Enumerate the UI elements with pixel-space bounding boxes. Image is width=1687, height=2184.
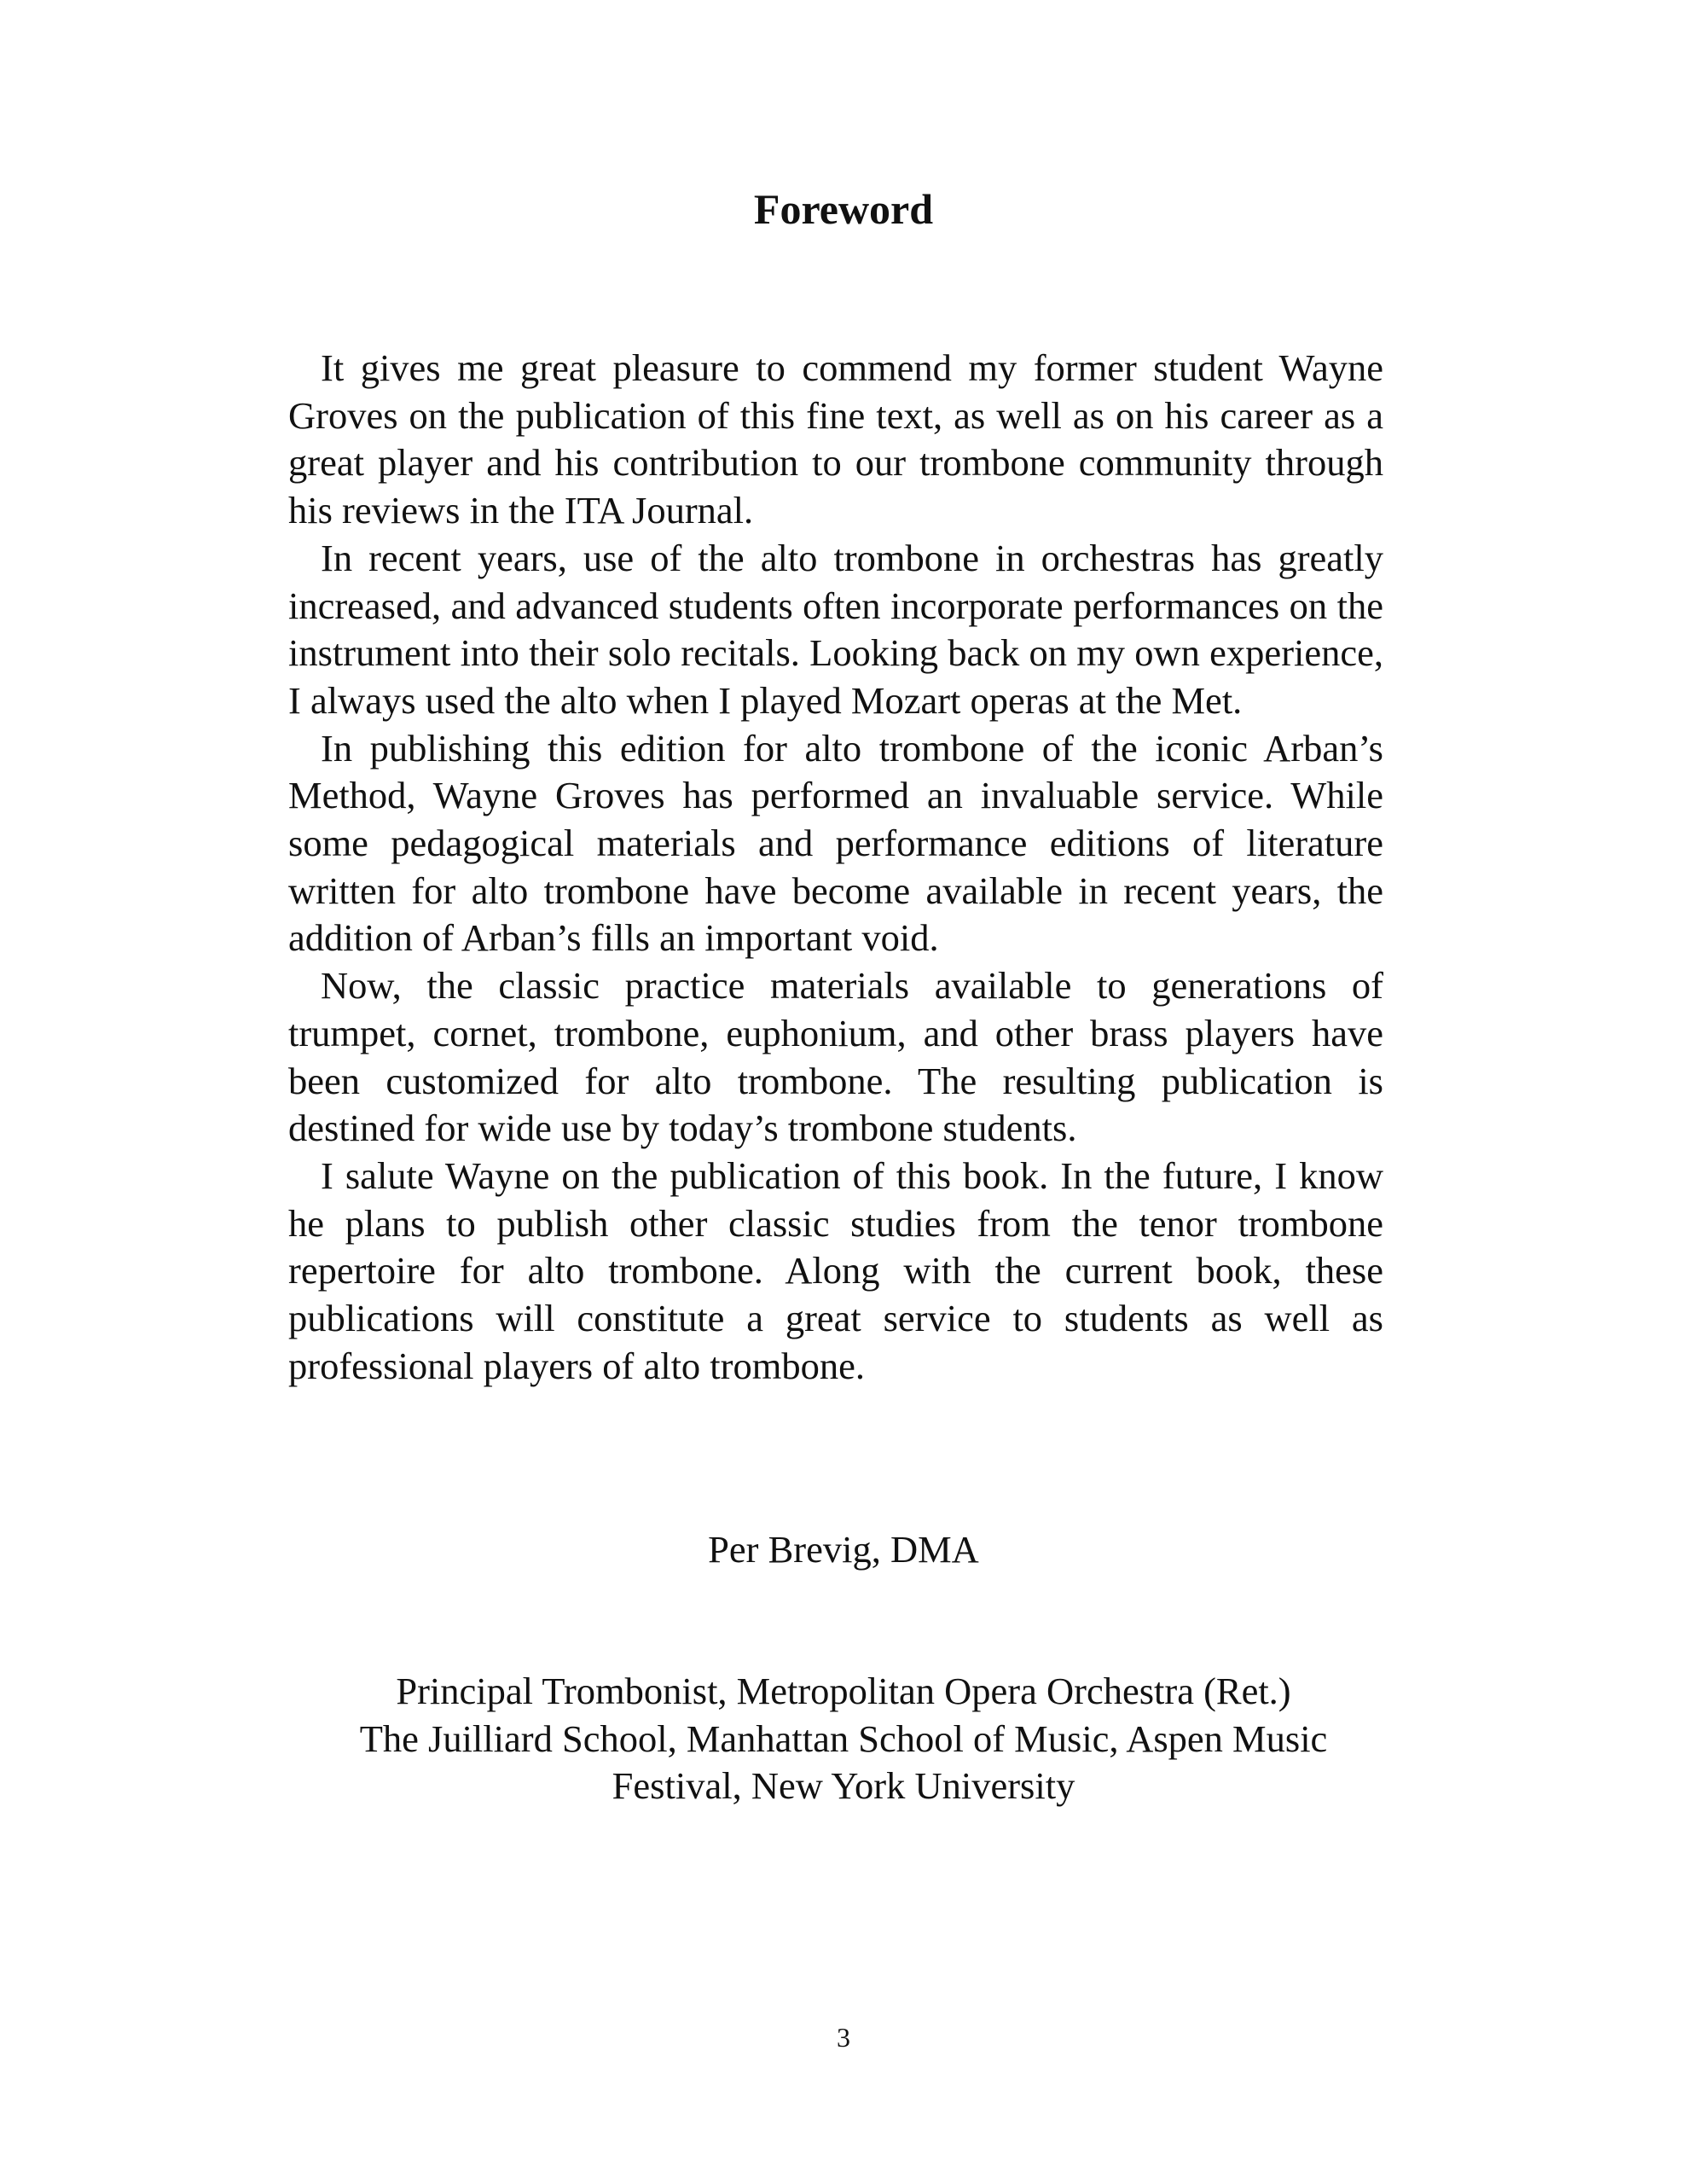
foreword-body (288, 345, 1383, 1390)
paragraph: In publishing this edition for alto trombone of the iconic Arban’s Method, Wayne Groves has performed an invaluable service. While some pedagogical materials and performance editions of literature written for alto trombone have become available in recent years, the addition of Arban’s fills an important void. (288, 726, 1383, 960)
affiliation-line: The Juilliard School, Manhattan School of Music, Aspen Music (359, 1716, 1328, 1760)
author-affiliation (0, 1668, 1687, 1810)
page-number: 3 (837, 2022, 850, 2053)
paragraph: It gives me great pleasure to commend my former student Wayne Groves on the publication of this fine text, as well as on his career as a great player and his contribution to our trombone community through his reviews in the ITA Journal. (288, 346, 1383, 532)
affiliation-line: Principal Trombonist, Metropolitan Opera Orchestra (Ret.) (396, 1670, 1291, 1712)
author-signature: Per Brevig, DMA (708, 1528, 979, 1571)
paragraph: I salute Wayne on the publication of this book. In the future, I know he plans to publish other classic studies from the tenor trombone repertoire for alto trombone. Along with the current book, these publications will constitute a great service to students as well as professional players of alto trombone. (288, 1153, 1383, 1387)
page-title: Foreword (753, 185, 934, 233)
paragraph: Now, the classic practice materials available to generations of trumpet, cornet, trombone, euphonium, and other brass players have been customized for alto trombone. The resulting publication is destined for wide use by today’s trombone students. (288, 964, 1383, 1150)
affiliation-line: Festival, New York University (612, 1764, 1075, 1807)
paragraph: In recent years, use of the alto trombone in orchestras has greatly increased, and advanced students often incorporate performances on the instrument into their solo recitals. Looking back on my own experience, I always used the alto when I played Mozart operas at the Met. (288, 536, 1383, 722)
